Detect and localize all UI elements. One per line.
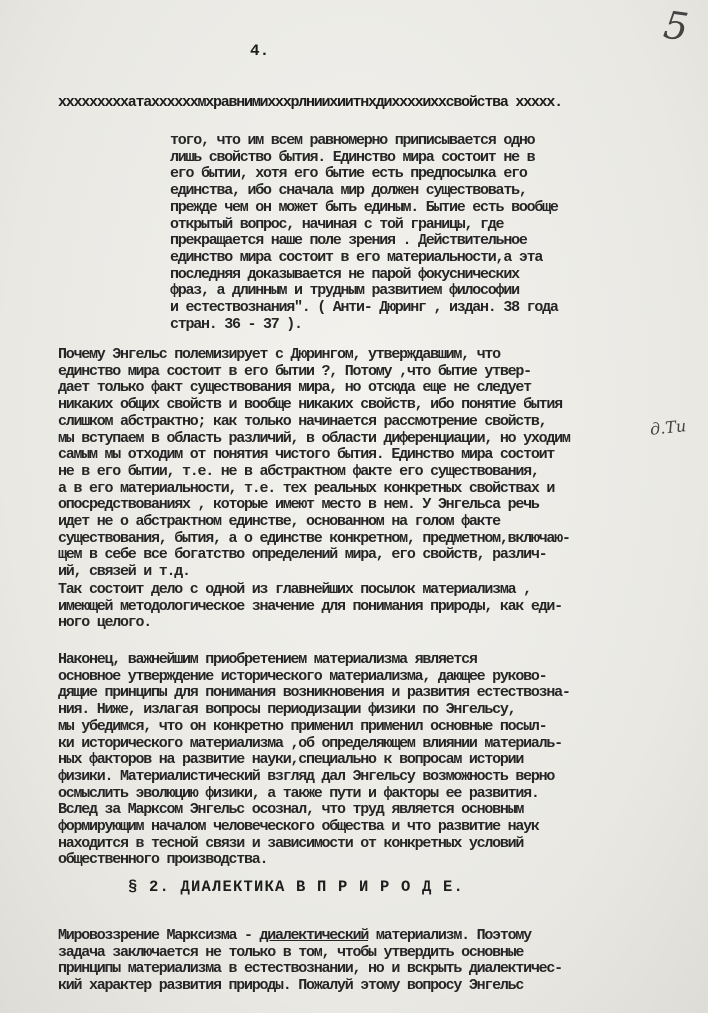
paragraph-materialism-premise	[58, 582, 658, 632]
struck-line: xxxxxxxxхатаxxxxxxмхравнимихххрлнииxиитнхдиххххиххсвойства	[58, 94, 508, 111]
text-line: опосредствованиях , которые имеют место в нем. У Энгельса речь	[58, 496, 539, 514]
text-line: находится в тесной связи и зависимости от конкретных условий	[58, 834, 524, 852]
text-line: ки исторического материализма ,об определяющем влиянии материаль-	[58, 734, 562, 752]
text-line: Наконец, важнейшим приобретением материализма является	[58, 651, 477, 668]
quote-line: прекращается наше поле зрения . Действительное	[170, 232, 527, 250]
text-line: ных факторов на развитие науки,специально к вопросам истории	[58, 751, 524, 769]
text-line: существования, бытия, а о единстве конкретном, предметном,включаю-	[58, 529, 570, 547]
text-line: дящие принципы для понимания возникновения и развития естествозна-	[58, 684, 570, 702]
quote-line: единства, ибо сначала мир должен существовать,	[170, 182, 527, 200]
quote-line: открытый вопрос, начиная с той границы, где	[170, 215, 504, 233]
text-line: основное утверждение исторического материализма, дающее руково-	[58, 667, 547, 685]
text-line: ния. Ниже, излагая вопросы периодизации физики по Энгельсу,	[58, 701, 516, 719]
quote-line: того, что им всем равномерно приписывается одно	[170, 132, 535, 149]
text-line: слишком абстрактно; как только начинается рассмотрение свойств,	[58, 412, 547, 430]
text-line: не в его бытии, т.е. не в абстрактном факте его существования,	[58, 462, 539, 480]
paragraph-dialectics	[58, 928, 658, 995]
text-line: единство мира состоит в его бытии ?, Потому ,что бытие утвер-	[58, 362, 531, 380]
text-line: Почему Энгельс полемизирует с Дюрингом, утверждавшим, что	[58, 346, 500, 363]
quote-line: и естествознания". ( Анти- Дюринг , издан. 38 года	[170, 299, 558, 317]
section-heading: § 2. ДИАЛЕКТИКА В П Р И Р О Д Е.	[128, 878, 465, 896]
handwritten-page-mark: 5	[661, 2, 692, 50]
handwritten-margin-note: д.Ти	[649, 416, 688, 439]
text-fragment: материализм. Поэтому	[368, 927, 531, 944]
text-line: ий, связей и т.д.	[58, 563, 190, 581]
quote-line: прежде чем он может быть единым. Бытие есть вообще	[170, 198, 558, 216]
text-line: принципы материализма в естествознании, но и вскрыть диалектичес-	[58, 960, 562, 978]
text-line: идет не о абстрактном единстве, основанном на голом факте	[58, 513, 500, 531]
text-line: никаких общих свойств и вообще никаких свойств, ибо понятие бытия	[58, 396, 562, 414]
text-line: физики. Материалистический взгляд дал Энгельсу возможность верно	[58, 767, 555, 785]
text-line	[58, 928, 658, 945]
text-line: дает только факт существования мира, но отсюда еще не следует	[58, 379, 531, 397]
text-line: щем в себе все богатство определений мира, его свойств, различ-	[58, 546, 547, 564]
text-line: Вслед за Марксом Энгельс осознал, что труд является основным	[58, 801, 524, 819]
text-line: осмыслить эволюцию физики, а также пути и факторы ее развития.	[58, 784, 539, 802]
quote-line: лишь свойство бытия. Единство мира состоит не в	[170, 148, 535, 166]
page-number: 4.	[250, 42, 270, 60]
text-line: а в его материальности, т.е. тех реальных конкретных свойствах и	[58, 479, 555, 497]
quotation-block	[170, 133, 650, 333]
struck-through-lines	[58, 95, 562, 112]
text-line: ного целого.	[58, 614, 152, 632]
text-line: формирующим началом человеческого общества и что развитие наук	[58, 818, 539, 836]
underlined-term: диалектический	[259, 927, 369, 944]
text-line: самым мы отходим от понятия чистого бытия. Единство мира состоит	[58, 446, 555, 464]
struck-line: xxxxx.	[515, 94, 562, 111]
quote-line: его бытии, хотя его бытие есть предпосылка его	[170, 165, 527, 183]
text-line: имеющей методологическое значение для понимания природы, как еди-	[58, 597, 562, 615]
quote-line: стран. 36 - 37 ).	[170, 315, 302, 333]
quote-line: единство мира состоит в его материальности,а эта	[170, 248, 543, 266]
paragraph-historical-materialism	[58, 652, 658, 869]
quote-line: фраз, а длинным и трудным развитием философии	[170, 282, 519, 300]
text-fragment: Мировоззрение Маркcизма -	[58, 927, 260, 944]
text-line: задача заключается не только в том, чтобы утвердить основные	[58, 943, 524, 961]
text-line: общественного производства.	[58, 851, 268, 869]
text-line: мы вступаем в область различий, в области диференциации, но уходим	[58, 429, 570, 447]
text-line: кий характер развития природы. Пожалуй этому вопросу Энгельс	[58, 977, 524, 995]
quote-line: последняя доказывается не парой фокуснических	[170, 265, 519, 283]
paragraph-engels-duhring	[58, 347, 658, 581]
text-line: Так состоит дело с одной из главнейших посылок материализма ,	[58, 581, 531, 598]
text-line: мы убедимся, что он конкретно применил применил основные посыл-	[58, 717, 547, 735]
